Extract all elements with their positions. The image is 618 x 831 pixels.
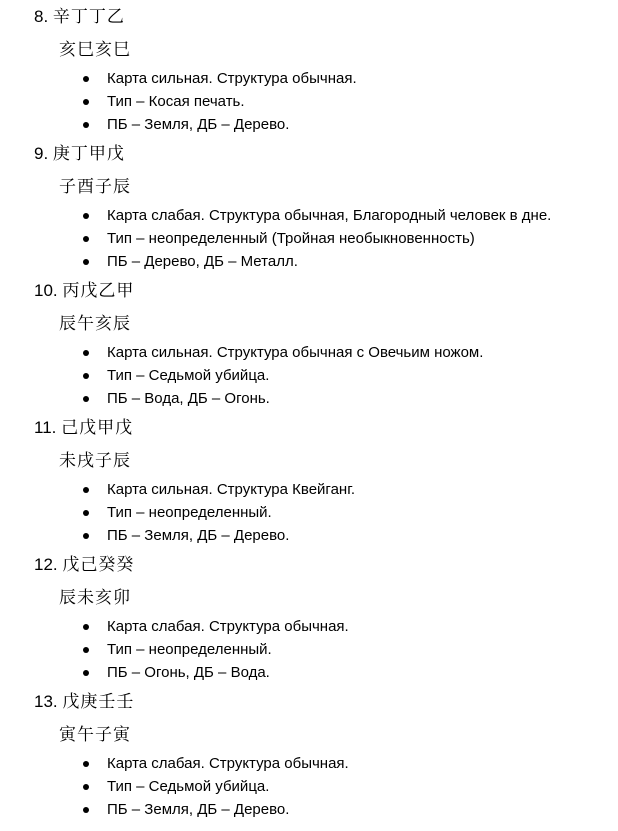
heavenly-stems: 庚丁甲戊 — [52, 144, 125, 164]
bullet-text: ПБ – Земля, ДБ – Дерево. — [107, 527, 290, 544]
bullet-icon — [83, 373, 89, 379]
earthly-branches: 未戌子辰 — [59, 451, 131, 471]
chart-entry-9 — [0, 137, 618, 274]
bullet-text: Карта сильная. Структура обычная. — [107, 70, 357, 87]
bullet-icon — [83, 122, 89, 128]
earthly-branches: 子酉子辰 — [59, 177, 131, 197]
entry-number: 8. — [34, 7, 49, 26]
entry-heading — [34, 555, 134, 575]
bullet-icon — [83, 784, 89, 790]
bullet-icon — [83, 99, 89, 105]
heavenly-stems: 辛丁丁乙 — [52, 7, 125, 27]
bullet-text: Карта слабая. Структура обычная. — [107, 755, 349, 772]
bullet-icon — [83, 761, 89, 767]
chart-entry-10 — [0, 274, 618, 411]
entry-number: 9. — [34, 144, 49, 163]
bullet-icon — [83, 213, 89, 219]
bullet-icon — [83, 236, 89, 242]
bullet-icon — [83, 396, 89, 402]
bullet-text: Карта сильная. Структура обычная с Овечьим ножом. — [107, 344, 484, 361]
bullet-icon — [83, 647, 89, 653]
earthly-branches: 亥巳亥巳 — [59, 40, 131, 60]
bullet-text: Карта слабая. Структура обычная, Благородный человек в дне. — [107, 207, 552, 224]
bullet-text: Тип – неопределенный (Тройная необыкновенность) — [107, 230, 475, 247]
entry-number: 13. — [34, 692, 58, 711]
chart-entry-8 — [0, 0, 618, 137]
bullet-icon — [83, 259, 89, 265]
bullet-text: ПБ – Земля, ДБ – Дерево. — [107, 801, 290, 818]
entry-number: 10. — [34, 281, 58, 300]
bullet-icon — [83, 510, 89, 516]
entry-number: 11. — [34, 418, 57, 437]
bullet-text: Тип – неопределенный. — [107, 641, 272, 658]
heavenly-stems: 丙戊乙甲 — [62, 281, 135, 301]
chart-entry-13 — [0, 685, 618, 822]
bullet-text: Карта сильная. Структура Квейганг. — [107, 481, 355, 498]
earthly-branches: 辰未亥卯 — [59, 588, 131, 608]
bullet-icon — [83, 76, 89, 82]
heavenly-stems: 戊己癸癸 — [62, 555, 135, 575]
bullet-icon — [83, 670, 89, 676]
entry-heading — [34, 418, 133, 438]
entry-heading — [34, 144, 125, 164]
bullet-text: Тип – неопределенный. — [107, 504, 272, 521]
bullet-text: Карта слабая. Структура обычная. — [107, 618, 349, 635]
heavenly-stems: 戊庚壬壬 — [62, 692, 135, 712]
chart-entry-12 — [0, 548, 618, 685]
entry-heading — [34, 7, 125, 27]
entry-number: 12. — [34, 555, 58, 574]
bullet-icon — [83, 533, 89, 539]
bullet-text: ПБ – Огонь, ДБ – Вода. — [107, 664, 270, 681]
entry-heading — [34, 281, 134, 301]
heavenly-stems: 己戊甲戊 — [61, 418, 134, 438]
bullet-icon — [83, 350, 89, 356]
chart-entry-11 — [0, 411, 618, 548]
earthly-branches: 辰午亥辰 — [59, 314, 131, 334]
earthly-branches: 寅午子寅 — [59, 725, 131, 745]
bullet-text: Тип – Седьмой убийца. — [107, 367, 270, 384]
bullet-text: ПБ – Вода, ДБ – Огонь. — [107, 390, 270, 407]
bullet-text: ПБ – Земля, ДБ – Дерево. — [107, 116, 290, 133]
bullet-icon — [83, 624, 89, 630]
bullet-icon — [83, 807, 89, 813]
bullet-text: ПБ – Дерево, ДБ – Металл. — [107, 253, 298, 270]
bullet-text: Тип – Седьмой убийца. — [107, 778, 270, 795]
bullet-icon — [83, 487, 89, 493]
bullet-text: Тип – Косая печать. — [107, 93, 245, 110]
entry-heading — [34, 692, 134, 712]
